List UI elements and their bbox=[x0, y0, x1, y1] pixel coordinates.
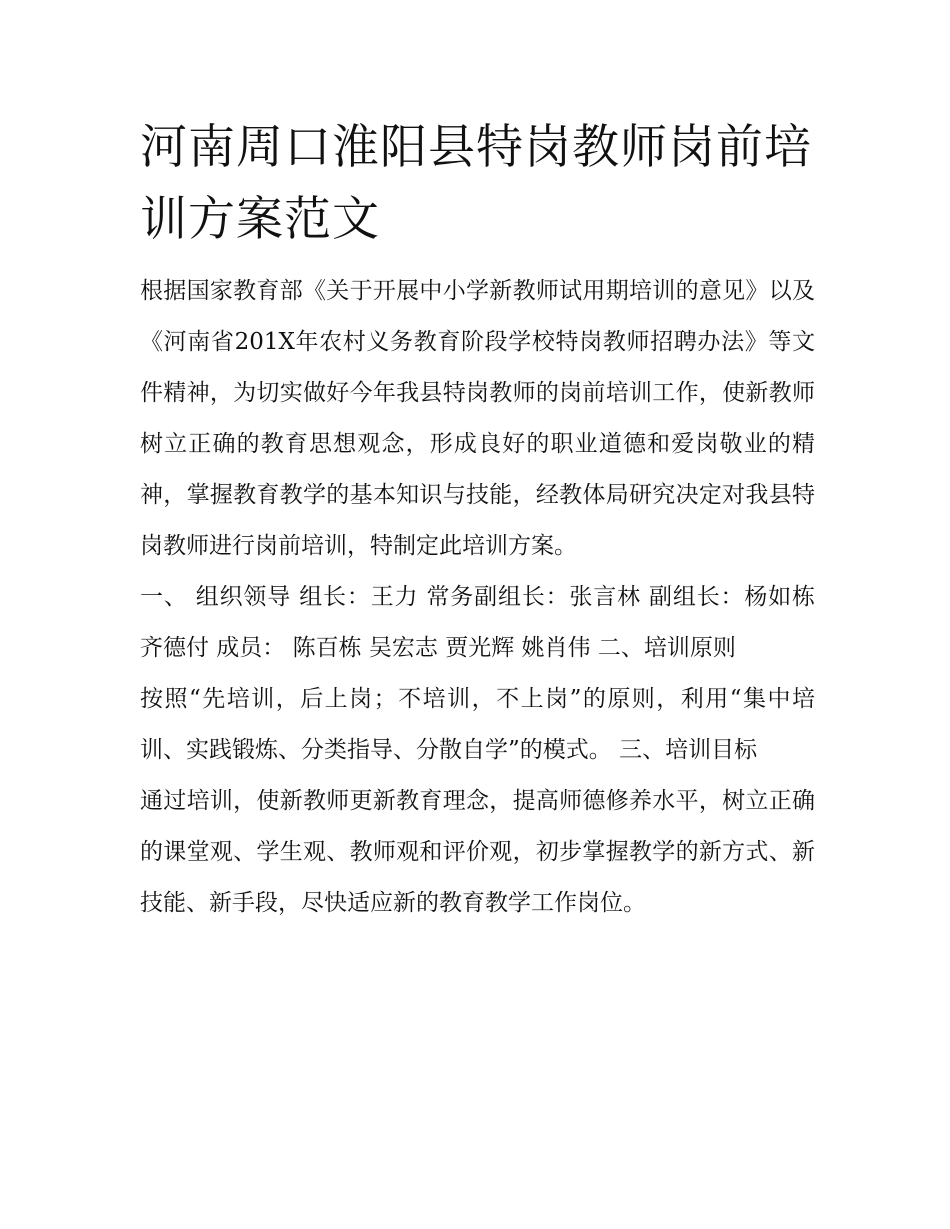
paragraph-intro: 根据国家教育部《关于开展中小学新教师试用期培训的意见》以及《河南省201X年农村义务教育阶段学校特岗教师招聘办法》等文件精神，为切实做好今年我县特岗教师的岗前培训工作，使新教师树立正确的教育思想观念，形成良好的职业道德和爱岗敬业的精神，掌握教育教学的基本知识与技能，经教体局研究决定对我县特岗教师进行岗前培训，特制定此培训方案。 bbox=[140, 278, 815, 559]
paragraph-principles: 按照“先培训，后上岗；不培训，不上岗”的原则，利用“集中培训、实践锻炼、分类指导、分散自学”的模式。 三、培训目标 bbox=[140, 686, 815, 763]
document-page bbox=[140, 112, 830, 929]
paragraph-organization: 一、 组织领导 组长：王力 常务副组长：张言林 副组长：杨如栋 齐德付 成员： 陈百栋 吴宏志 贾光辉 姚肖伟 二、培训原则 bbox=[140, 584, 815, 661]
document-title: 河南周口淮阳县特岗教师岗前培训方案范文 bbox=[140, 120, 812, 247]
paragraph-goals: 通过培训，使新教师更新教育理念，提高师德修养水平，树立正确的课堂观、学生观、教师观和评价观，初步掌握教学的新方式、新技能、新手段，尽快适应新的教育教学工作岗位。 bbox=[140, 788, 815, 916]
